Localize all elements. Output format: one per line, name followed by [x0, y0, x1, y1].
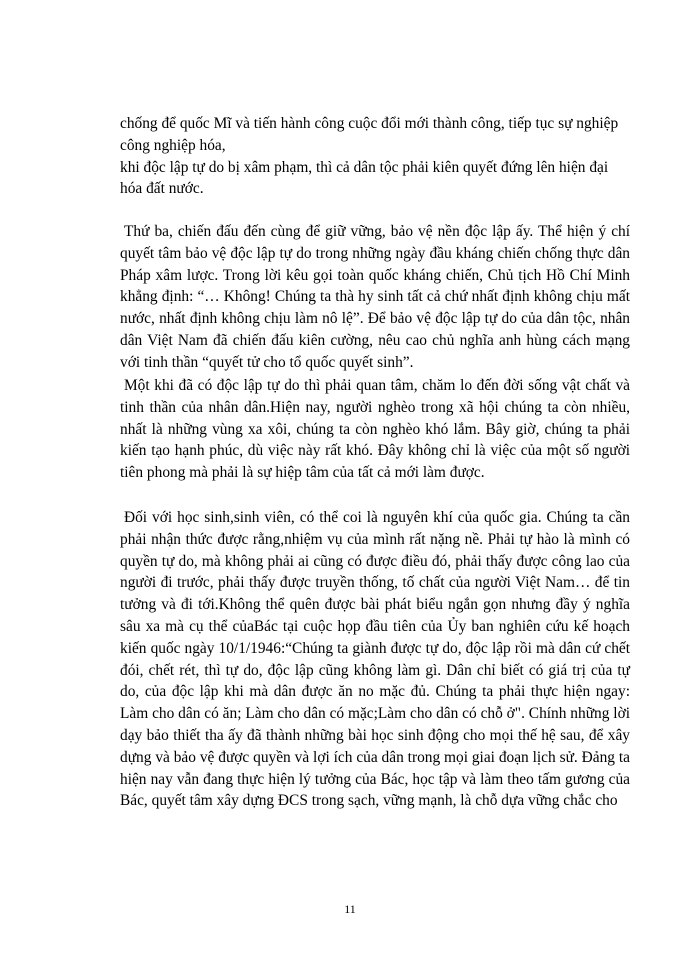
- paragraph-independence-violated: khi độc lập tự do bị xâm phạm, thì cả dân tộc phải kiên quyết đứng lên hiện đại hóa đất nước.: [120, 158, 609, 198]
- paragraph-group-welfare: [120, 375, 630, 484]
- paragraph-people-welfare: Một khi đã có độc lập tự do thì phải quan tâm, chăm lo đến đời sống vật chất và tinh thần của nhân dân.Hiện nay, người nghèo trong xã hội chúng ta còn nhiều, nhất là những vùng xa xôi, chúng ta còn nghèo khó lắm. Bây giờ, chúng ta phải kiến tạo hạnh phúc, dù việc này rất khó. Đây không chỉ là việc của một số người tiên phong mà phải là sự hiệp tâm của tất cả mới làm được.: [120, 377, 630, 482]
- page-number: 11: [344, 902, 356, 916]
- paragraph-third-point: Thứ ba, chiến đấu đến cùng để giữ vững, bảo vệ nền độc lập ấy. Thể hiện ý chí quyết tâm bảo vệ độc lập tự do trong những ngày đầu kháng chiến chống thực dân Pháp xâm lược. Trong lời kêu gọi toàn quốc kháng chiến, Chủ tịch Hồ Chí Minh khẳng định: “… Không! Chúng ta thà hy sinh tất cả chứ nhất định không chịu mất nước, nhất định không chịu làm nô lệ”. Để bảo vệ độc lập tự do của dân tộc, nhân dân Việt Nam đã chiến đấu kiên cường, nêu cao chủ nghĩa anh hùng cách mạng với tinh thần “quyết tử cho tổ quốc quyết sinh”.: [120, 223, 630, 371]
- paragraph-students: Đối với học sinh,sinh viên, có thể coi là nguyên khí của quốc gia. Chúng ta cần phải nhận thức được rằng,nhiệm vụ của mình rất nặng nề. Phải tự hào là mình có quyền tự do, mà không phải ai cũng có được điều đó, phải thấy được công lao của người đi trước, phải thấy được truyền thống, tố chất của người Việt Nam… để tin tưởng và đi tới.Không thể quên được bài phát biểu ngắn gọn nhưng đầy ý nghĩa sâu xa mà cụ thể củaBác tại cuộc họp đầu tiên của Ủy ban nghiên cứu kế hoạch kiến quốc ngày 10/1/1946:“Chúng ta giành được tự do, độc lập rồi mà dân cứ chết đói, chết rét, thì tự do, độc lập cũng không làm gì. Dân chỉ biết có giá trị của tự do, của độc lập khi mà dân được ăn no mặc đủ. Chúng ta phải thực hiện ngay: Làm cho dân có ăn; Làm cho dân có mặc;Làm cho dân có chỗ ở". Chính những lời dạy bảo thiết tha ấy đã thành những bài học sinh động cho mọi thế hệ sau, để xây dựng và bảo vệ được quyền và lợi ích của dân trong mọi giai đoạn lịch sử. Đảng ta hiện nay vẫn đang thực hiện lý tưởng của Bác, học tập và làm theo tấm gương của Bác, quyết tâm xây dựng ĐCS trong sạch, vững mạnh, là chỗ dựa vững chắc cho: [120, 509, 630, 810]
- paragraph-group-students: [120, 507, 630, 812]
- paragraph-group-opening: [120, 113, 630, 200]
- paragraph-continuation: chống để quốc Mĩ và tiến hành công cuộc đổi mới thành công, tiếp tục sự nghiệp công nghiệp hóa,: [120, 115, 619, 154]
- paragraph-group-third: [120, 221, 630, 374]
